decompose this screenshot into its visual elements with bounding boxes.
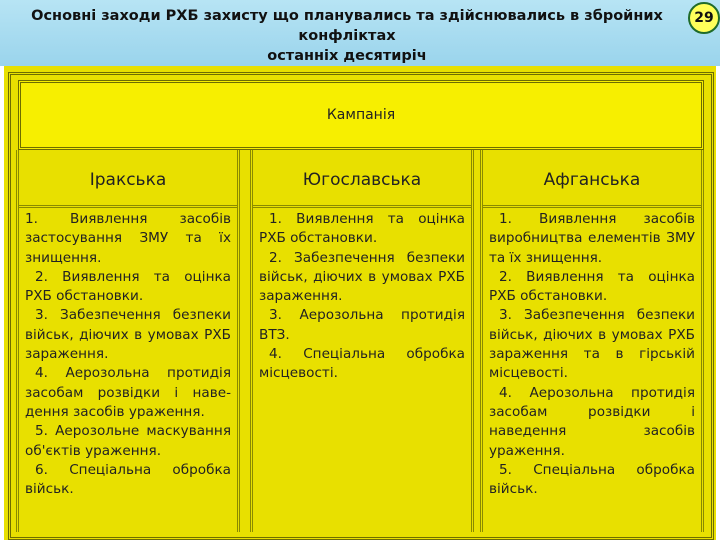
list-item: 1. Виявлення засобів застосування ЗМУ та їх знищення. (25, 211, 231, 266)
column-afghanistan (480, 150, 704, 532)
list-item: 1. Виявлення засобів виробництва елементів ЗМУ та їх знищення. (489, 211, 695, 266)
campaign-header (18, 80, 704, 150)
list-item: 2. Виявлення та оцінка РХБ обстановки. (489, 268, 695, 305)
column-body-afghanistan (489, 210, 695, 499)
list-item: 5. Аерозольне маскування об'єктів ураження. (25, 423, 231, 459)
list-item: 2. Забезпечення безпеки військ, діючих в умовах РХБ зараження. (259, 249, 465, 305)
slide-header (0, 0, 720, 66)
list-item: 1. Виявлення та оцінка РХБ обстановки. (259, 211, 465, 247)
list-item: 4. Аерозольна протидія засобам розвідки і наве-дення засобів ураження. (25, 365, 231, 420)
column-body-iraq (25, 210, 231, 499)
list-item: 6. Спеціальна обробка військ. (25, 461, 231, 498)
slide-number-badge: 29 (688, 2, 720, 34)
column-heading-afghanistan: Афганська (483, 150, 701, 208)
list-item: 2. Виявлення та оцінка РХБ обстановки. (25, 268, 231, 305)
column-heading-iraq: Іракська (19, 150, 237, 208)
campaign-label: Кампанія (326, 107, 396, 123)
list-item: 4. Спеціальна обробка місцевості. (259, 346, 465, 382)
list-item: 5. Спеціальна обробка військ. (489, 461, 695, 498)
column-heading-yugoslavia: Югославська (253, 150, 471, 208)
list-item: 3. Забезпечення безпеки військ, діючих в умовах РХБ зараження та в гірській місцевості. (489, 307, 695, 382)
column-iraq (16, 150, 240, 532)
slide-title-line1: Основні заходи РХБ захисту що планувались та здійснювались в збройних конфліктах (31, 8, 663, 44)
list-item: 3. Аерозольна протидія ВТЗ. (259, 307, 465, 343)
slide-title-line2: останніх десятиріч (267, 48, 427, 64)
column-body-yugoslavia (259, 210, 465, 384)
list-item: 3. Забезпечення безпеки військ, діючих в умовах РХБ зараження. (25, 307, 231, 363)
list-item: 4. Аерозольна протидія засобам розвідки і наведення засобів ураження. (489, 384, 695, 459)
column-yugoslavia (250, 150, 474, 532)
